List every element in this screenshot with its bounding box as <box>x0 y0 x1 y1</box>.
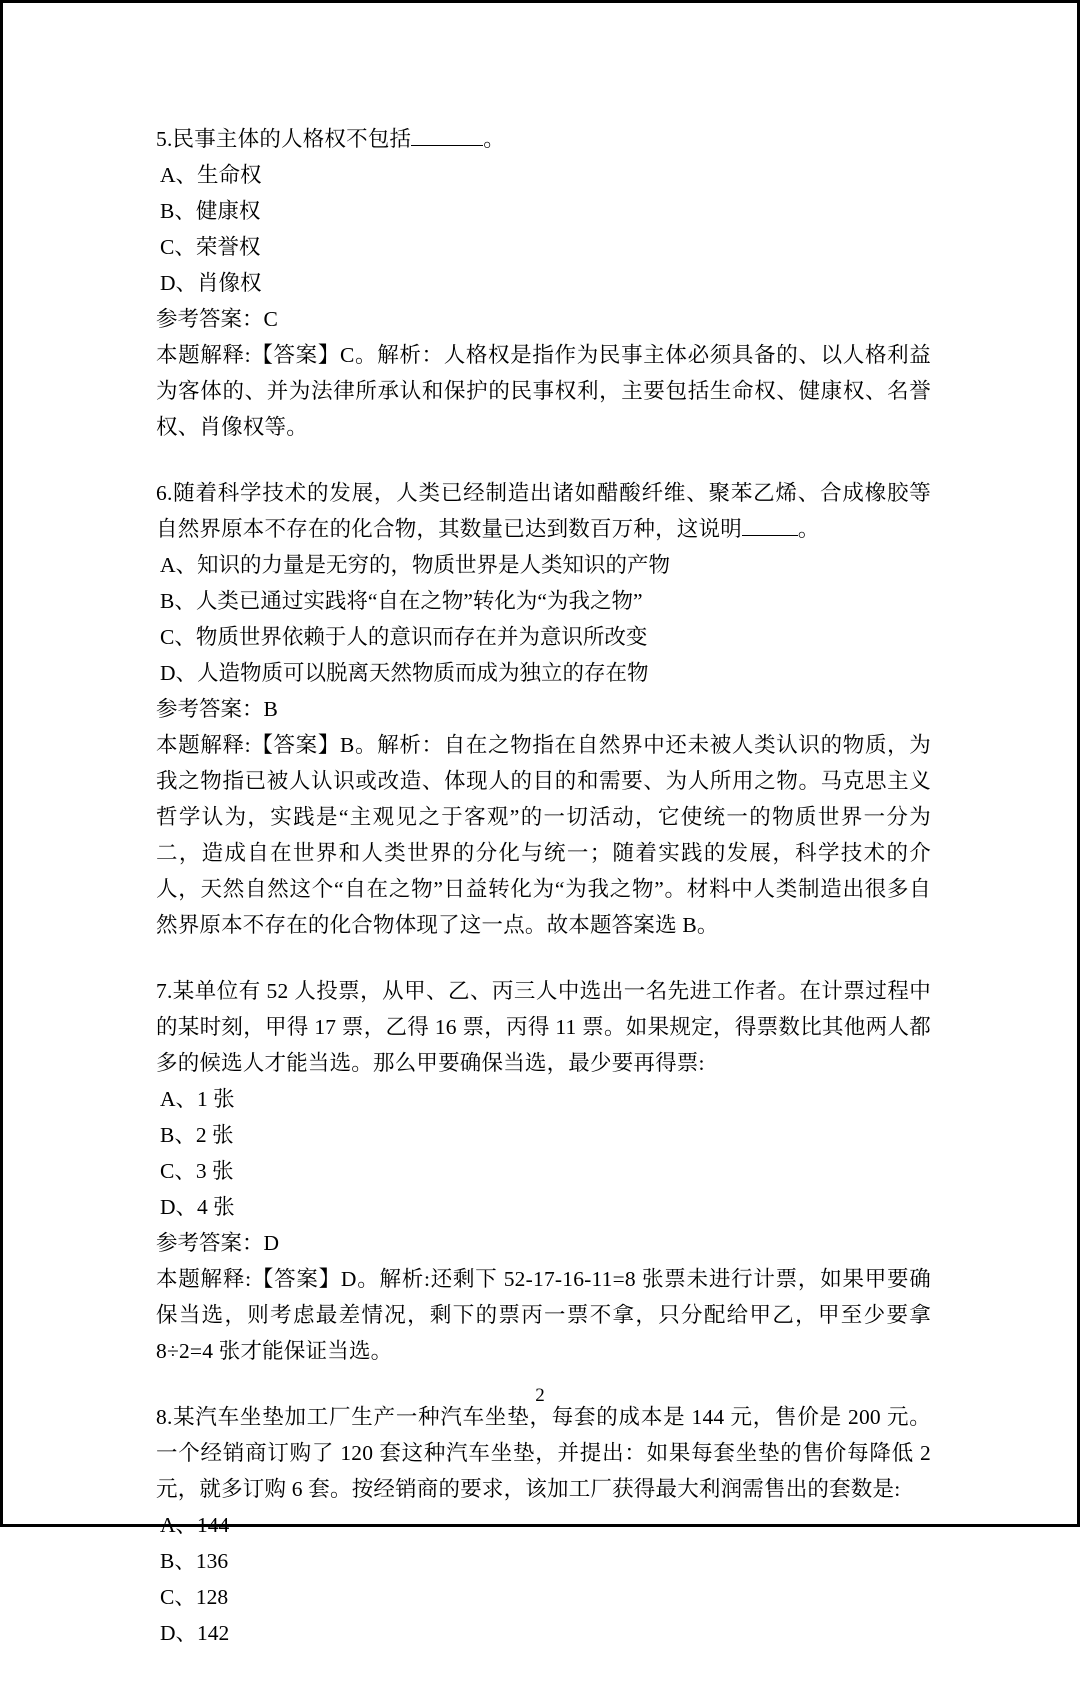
reference-answer-6: 参考答案：B <box>156 697 278 721</box>
option-5-c: C、荣誉权 <box>160 235 261 259</box>
page-number: 2 <box>535 1385 545 1406</box>
option-5-d: D、肖像权 <box>160 271 262 295</box>
explanation-5: 本题解释:【答案】C。解析：人格权是指作为民事主体必须具备的、以人格利益为客体的、并为法律所承认和保护的民事权利，主要包括生命权、健康权、名誉权、肖像权等。 <box>156 343 931 439</box>
question-stem-5 <box>156 121 931 157</box>
question-block-5 <box>156 121 931 445</box>
explanation-7: 本题解释:【答案】D。解析:还剩下 52-17-16-11=8 张票未进行计票，如果甲要确保当选，则考虑最差情况，剩下的票丙一票不拿，只分配给甲乙，甲至少要拿 8÷2=4 张才能保证当选。 <box>156 1267 931 1363</box>
fill-in-blank-5 <box>411 145 483 146</box>
question-stem-6 <box>156 475 931 547</box>
question-block-6 <box>156 475 931 943</box>
option-8-a: A、144 <box>160 1513 230 1537</box>
question-stem-7: 7.某单位有 52 人投票，从甲、乙、丙三人中选出一名先进工作者。在计票过程中的某时刻，甲得 17 票，乙得 16 票，丙得 11 票。如果规定，得票数比其他两人都多的候选人才能当选。那么甲要确保当选，最少要再得票: <box>156 979 931 1075</box>
question-stem-5-text: 5.民事主体的人格权不包括 <box>156 127 412 151</box>
explanation-6: 本题解释:【答案】B。解析：自在之物指在自然界中还未被人类认识的物质，为我之物指已被人认识或改造、体现人的目的和需要、为人所用之物。马克思主义哲学认为，实践是“主观见之于客观”的一切活动，它使统一的物质世界一分为二，造成自在世界和人类世界的分化与统一；随着实践的发展，科学技术的介人，天然自然这个“自在之物”日益转化为“为我之物”。材料中人类制造出很多自然界原本不存在的化合物体现了这一点。故本题答案选 B。 <box>156 733 931 937</box>
question-stem-8: 8.某汽车坐垫加工厂生产一种汽车坐垫，每套的成本是 144 元，售价是 200 元。一个经销商订购了 120 套这种汽车坐垫，并提出：如果每套坐垫的售价每降低 2 元，就多订购 6 套。按经销商的要求，该加工厂获得最大利润需售出的套数是: <box>156 1405 931 1501</box>
page-content <box>156 121 931 1681</box>
option-6-c: C、物质世界依赖于人的意识而存在并为意识所改变 <box>160 625 648 649</box>
option-6-b: B、人类已通过实践将“自在之物”转化为“为我之物” <box>160 589 643 613</box>
question-stem-6-text: 6.随着科学技术的发展，人类已经制造出诸如醋酸纤维、聚苯乙烯、合成橡胶等自然界原本不存在的化合物，其数量已达到数百万种，这说明 <box>156 481 931 541</box>
option-7-b: B、2 张 <box>160 1123 234 1147</box>
option-7-d: D、4 张 <box>160 1195 235 1219</box>
question-block-8 <box>156 1399 931 1651</box>
option-8-b: B、136 <box>160 1549 229 1573</box>
reference-answer-5: 参考答案：C <box>156 307 278 331</box>
question-stem-6-suffix: 。 <box>797 517 820 541</box>
reference-answer-7: 参考答案：D <box>156 1231 280 1255</box>
option-6-a: A、知识的力量是无穷的，物质世界是人类知识的产物 <box>160 553 671 577</box>
option-5-a: A、生命权 <box>160 163 262 187</box>
option-8-c: C、128 <box>160 1585 229 1609</box>
fill-in-blank-6 <box>742 535 798 536</box>
option-7-a: A、1 张 <box>160 1087 235 1111</box>
option-7-c: C、3 张 <box>160 1159 234 1183</box>
option-8-d: D、142 <box>160 1621 230 1645</box>
option-6-d: D、人造物质可以脱离天然物质而成为独立的存在物 <box>160 661 649 685</box>
question-stem-5-suffix: 。 <box>483 127 505 151</box>
question-block-7 <box>156 973 931 1369</box>
option-5-b: B、健康权 <box>160 199 261 223</box>
